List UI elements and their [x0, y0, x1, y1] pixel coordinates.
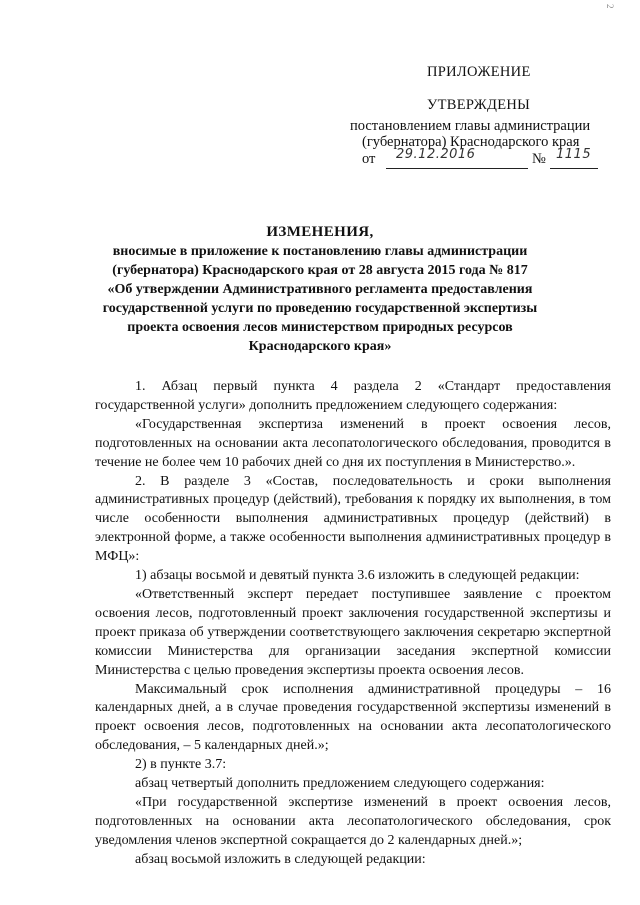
decree-signature-row — [362, 147, 602, 171]
paragraph: 2. В разделе 3 «Состав, последовательность и сроки выполнения административных процедур (действий), требования к порядку их выполнения, в том числе особенности выполнения административных процедур (действий) в электронной форме, а также особенности выполнения административных процедур в МФЦ»: — [95, 473, 611, 565]
approval-line: постановлением главы администрации — [350, 118, 591, 134]
paragraph: 1) абзацы восьмой и девятый пункта 3.6 изложить в следующей редакции: — [135, 568, 580, 584]
handwritten-number: 1115 — [556, 147, 592, 162]
title-line: Краснодарского края» — [248, 339, 392, 354]
number-label: № — [532, 151, 546, 167]
paragraph: абзац восьмой изложить в следующей редакции: — [135, 851, 426, 867]
approved-label: УТВЕРЖДЕНЫ — [427, 97, 531, 113]
document-title: ИЗМЕНЕНИЯ, — [266, 224, 374, 240]
title-line: «Об утверждении Административного регламента предоставления — [107, 282, 533, 297]
paragraph: «Ответственный эксперт передает поступившее заявление с проектом освоения лесов, подготовленный проект заключения государственной экспертизы и проект приказа об утверждении соответствующего заключения секретарю экспертной комиссии Министерства для организации заседания экспертной комиссии Министерства с целью проведения экспертизы проекта освоения лесов. — [95, 586, 611, 678]
document-body — [95, 378, 611, 870]
paragraph: «При государственной экспертизе изменений в проект освоения лесов, подготовленных на основании акта лесопатологического обследования, срок уведомления членов экспертной сокращается до 2 календарных дней.»; — [95, 794, 611, 848]
title-line: проекта освоения лесов министерством природных ресурсов — [127, 320, 513, 335]
paragraph: абзац четвертый дополнить предложением следующего содержания: — [135, 776, 545, 792]
paragraph: «Государственная экспертиза изменений в проект освоения лесов, подготовленных на основании акта лесопатологического обследования, проводится в течение не более чем 10 рабочих дней со дня их поступления в Министерство.». — [95, 416, 611, 470]
title-line: государственной услуги по проведению государственной экспертизы — [102, 301, 538, 316]
paragraph: 2) в пункте 3.7: — [135, 757, 227, 773]
handwritten-date: 29.12.2016 — [396, 147, 476, 162]
title-line: вносимые в приложение к постановлению главы администрации — [112, 244, 528, 259]
title-line: (губернатора) Краснодарского края от 28 августа 2015 года № 817 — [112, 263, 528, 278]
page-number-mark: 2 — [605, 4, 615, 9]
paragraph: 1. Абзац первый пункта 4 раздела 2 «Стандарт предоставления государственной услуги» дополнить предложением следующего содержания: — [95, 379, 611, 413]
from-label: от — [362, 151, 376, 167]
paragraph: Максимальный срок исполнения административной процедуры – 16 календарных дней, а в случае проведения государственной экспертизы изменений в проект освоения лесов, подготовленных на основании акта лесопатологического обследования, – 5 календарных дней.»; — [95, 681, 611, 754]
appendix-title: ПРИЛОЖЕНИЕ — [427, 64, 531, 80]
approval-line: (губернатора) Краснодарского края — [362, 134, 580, 150]
